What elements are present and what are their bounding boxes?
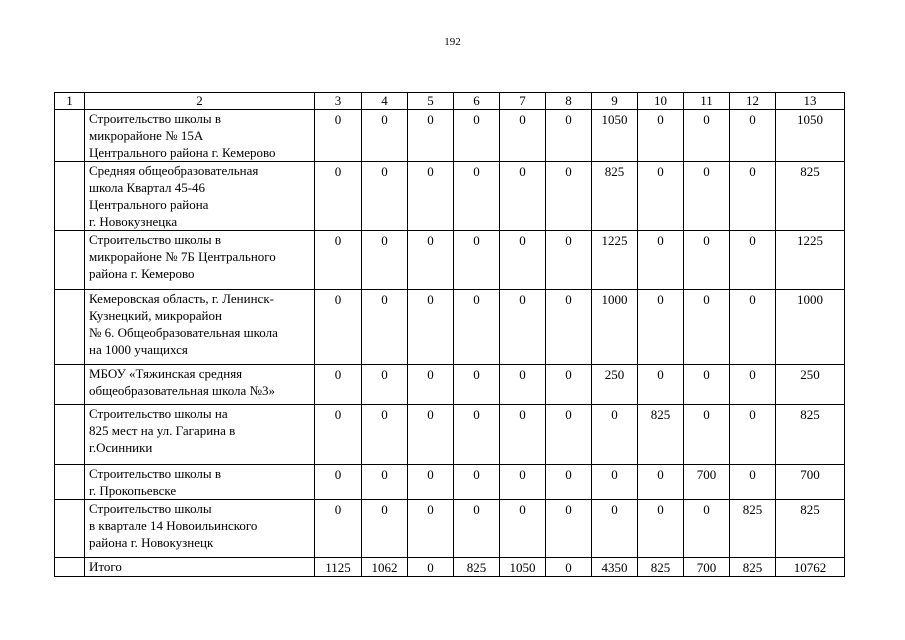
object-name-line: микрорайоне № 7Б Центрального [89,249,276,264]
value-cell: 700 [776,465,845,500]
object-name-line: Строительство школы на [89,406,228,421]
value-cell: 0 [408,365,454,405]
value-cell: 1050 [500,558,546,577]
column-header: 7 [500,93,546,110]
value-cell: 0 [454,405,500,465]
value-cell: 0 [638,162,684,231]
value-cell: 0 [638,500,684,558]
row-index-cell [55,290,85,365]
row-index-cell [55,162,85,231]
value-cell: 0 [546,365,592,405]
value-cell: 0 [454,465,500,500]
column-header: 6 [454,93,500,110]
value-cell: 700 [684,465,730,500]
value-cell: 0 [638,365,684,405]
object-name-line: Кузнецкий, микрорайон [89,308,222,323]
object-name-cell [85,365,315,405]
value-cell: 0 [362,162,408,231]
table-row [55,231,845,290]
value-cell: 0 [730,465,776,500]
column-header: 2 [85,93,315,110]
object-name-cell [85,500,315,558]
value-cell: 0 [315,110,362,162]
value-cell: 1225 [592,231,638,290]
object-name-line: Итого [89,559,122,574]
value-cell: 1050 [776,110,845,162]
table-row [55,365,845,405]
value-cell: 0 [730,231,776,290]
object-name-line: МБОУ «Тяжинская средняя [89,366,243,381]
value-cell: 0 [684,290,730,365]
page-number: 192 [444,36,461,48]
object-name-line: Средняя общеобразовательная [89,163,259,178]
row-index-cell [55,558,85,577]
object-name-line: района г. Кемерово [89,266,195,281]
value-cell: 0 [730,162,776,231]
value-cell: 0 [684,110,730,162]
value-cell: 0 [730,365,776,405]
table-row [55,290,845,365]
value-cell: 0 [684,231,730,290]
value-cell: 0 [592,500,638,558]
object-name-line: № 6. Общеобразовательная школа [89,325,278,340]
value-cell: 0 [315,162,362,231]
value-cell: 0 [315,500,362,558]
value-cell: 0 [408,558,454,577]
object-name-cell [85,290,315,365]
value-cell: 250 [776,365,845,405]
value-cell: 1225 [776,231,845,290]
object-name-line: Строительство школы в [89,111,222,126]
table-row [55,558,845,577]
column-header: 13 [776,93,845,110]
value-cell: 0 [546,500,592,558]
value-cell: 0 [546,465,592,500]
value-cell: 0 [362,405,408,465]
value-cell: 0 [362,465,408,500]
value-cell: 4350 [592,558,638,577]
column-header: 10 [638,93,684,110]
value-cell: 0 [315,465,362,500]
value-cell: 0 [408,465,454,500]
value-cell: 825 [776,500,845,558]
value-cell: 0 [500,500,546,558]
row-index-cell [55,500,85,558]
value-cell: 0 [684,405,730,465]
value-cell: 0 [315,365,362,405]
value-cell: 0 [408,500,454,558]
object-name-cell [85,110,315,162]
value-cell: 0 [408,110,454,162]
value-cell: 0 [638,290,684,365]
column-header: 1 [55,93,85,110]
value-cell: 1000 [592,290,638,365]
value-cell: 0 [362,500,408,558]
value-cell: 0 [730,110,776,162]
column-header: 3 [315,93,362,110]
value-cell: 825 [776,405,845,465]
table-row [55,110,845,162]
object-name-line: г. Новокузнецка [89,214,178,229]
value-cell: 825 [638,558,684,577]
object-name-line: г.Осинники [89,440,153,455]
value-cell: 0 [454,110,500,162]
table-row [55,405,845,465]
column-header: 12 [730,93,776,110]
value-cell: 0 [684,500,730,558]
value-cell: 0 [730,290,776,365]
object-name-line: Строительство школы [89,501,212,516]
value-cell: 1125 [315,558,362,577]
value-cell: 0 [546,558,592,577]
value-cell: 0 [500,110,546,162]
object-name-line: Кемеровская область, г. Ленинск- [89,291,274,306]
value-cell: 825 [592,162,638,231]
object-name-cell [85,465,315,500]
value-cell: 0 [592,405,638,465]
value-cell: 0 [500,465,546,500]
value-cell: 0 [730,405,776,465]
value-cell: 0 [408,162,454,231]
value-cell: 0 [546,405,592,465]
value-cell: 0 [500,290,546,365]
object-name-line: Центрального района [89,197,209,212]
value-cell: 0 [454,162,500,231]
value-cell: 0 [500,231,546,290]
object-name-line: в квартале 14 Новоильинского [89,518,258,533]
row-index-cell [55,405,85,465]
value-cell: 0 [684,365,730,405]
value-cell: 1050 [592,110,638,162]
value-cell: 825 [776,162,845,231]
object-name-cell [85,405,315,465]
object-name-line: района г. Новокузнецк [89,535,214,550]
row-index-cell [55,231,85,290]
row-index-cell [55,110,85,162]
table-row [55,465,845,500]
object-name-cell [85,558,315,577]
table-header-row [55,93,845,110]
value-cell: 825 [638,405,684,465]
value-cell: 0 [362,365,408,405]
value-cell: 700 [684,558,730,577]
value-cell: 1000 [776,290,845,365]
value-cell: 825 [730,558,776,577]
value-cell: 1062 [362,558,408,577]
data-table [54,92,845,577]
value-cell: 825 [454,558,500,577]
column-header: 9 [592,93,638,110]
object-name-line: общеобразовательная школа №3» [89,383,275,398]
value-cell: 0 [454,365,500,405]
object-name-cell [85,231,315,290]
value-cell: 0 [546,290,592,365]
value-cell: 0 [500,162,546,231]
value-cell: 825 [730,500,776,558]
value-cell: 0 [408,231,454,290]
object-name-line: 825 мест на ул. Гагарина в [89,423,236,438]
object-name-line: школа Квартал 45-46 [89,180,206,195]
value-cell: 0 [546,162,592,231]
value-cell: 0 [638,110,684,162]
value-cell: 0 [500,405,546,465]
object-name-line: Строительство школы в [89,232,222,247]
object-name-line: Центрального района г. Кемерово [89,145,276,160]
value-cell: 0 [362,110,408,162]
object-name-line: г. Прокопьевске [89,483,177,498]
value-cell: 0 [408,290,454,365]
object-name-line: микрорайоне № 15А [89,128,204,143]
value-cell: 0 [408,405,454,465]
table-row [55,500,845,558]
value-cell: 0 [638,465,684,500]
value-cell: 0 [315,290,362,365]
value-cell: 0 [454,290,500,365]
value-cell: 0 [546,110,592,162]
value-cell: 0 [315,405,362,465]
value-cell: 0 [454,500,500,558]
value-cell: 10762 [776,558,845,577]
value-cell: 0 [592,465,638,500]
column-header: 5 [408,93,454,110]
row-index-cell [55,365,85,405]
value-cell: 0 [546,231,592,290]
object-name-cell [85,162,315,231]
value-cell: 0 [362,290,408,365]
value-cell: 0 [315,231,362,290]
value-cell: 0 [454,231,500,290]
value-cell: 0 [500,365,546,405]
column-header: 8 [546,93,592,110]
column-header: 11 [684,93,730,110]
object-name-line: на 1000 учащихся [89,342,188,357]
value-cell: 250 [592,365,638,405]
value-cell: 0 [638,231,684,290]
row-index-cell [55,465,85,500]
value-cell: 0 [362,231,408,290]
value-cell: 0 [684,162,730,231]
object-name-line: Строительство школы в [89,466,222,481]
column-header: 4 [362,93,408,110]
table-row [55,162,845,231]
